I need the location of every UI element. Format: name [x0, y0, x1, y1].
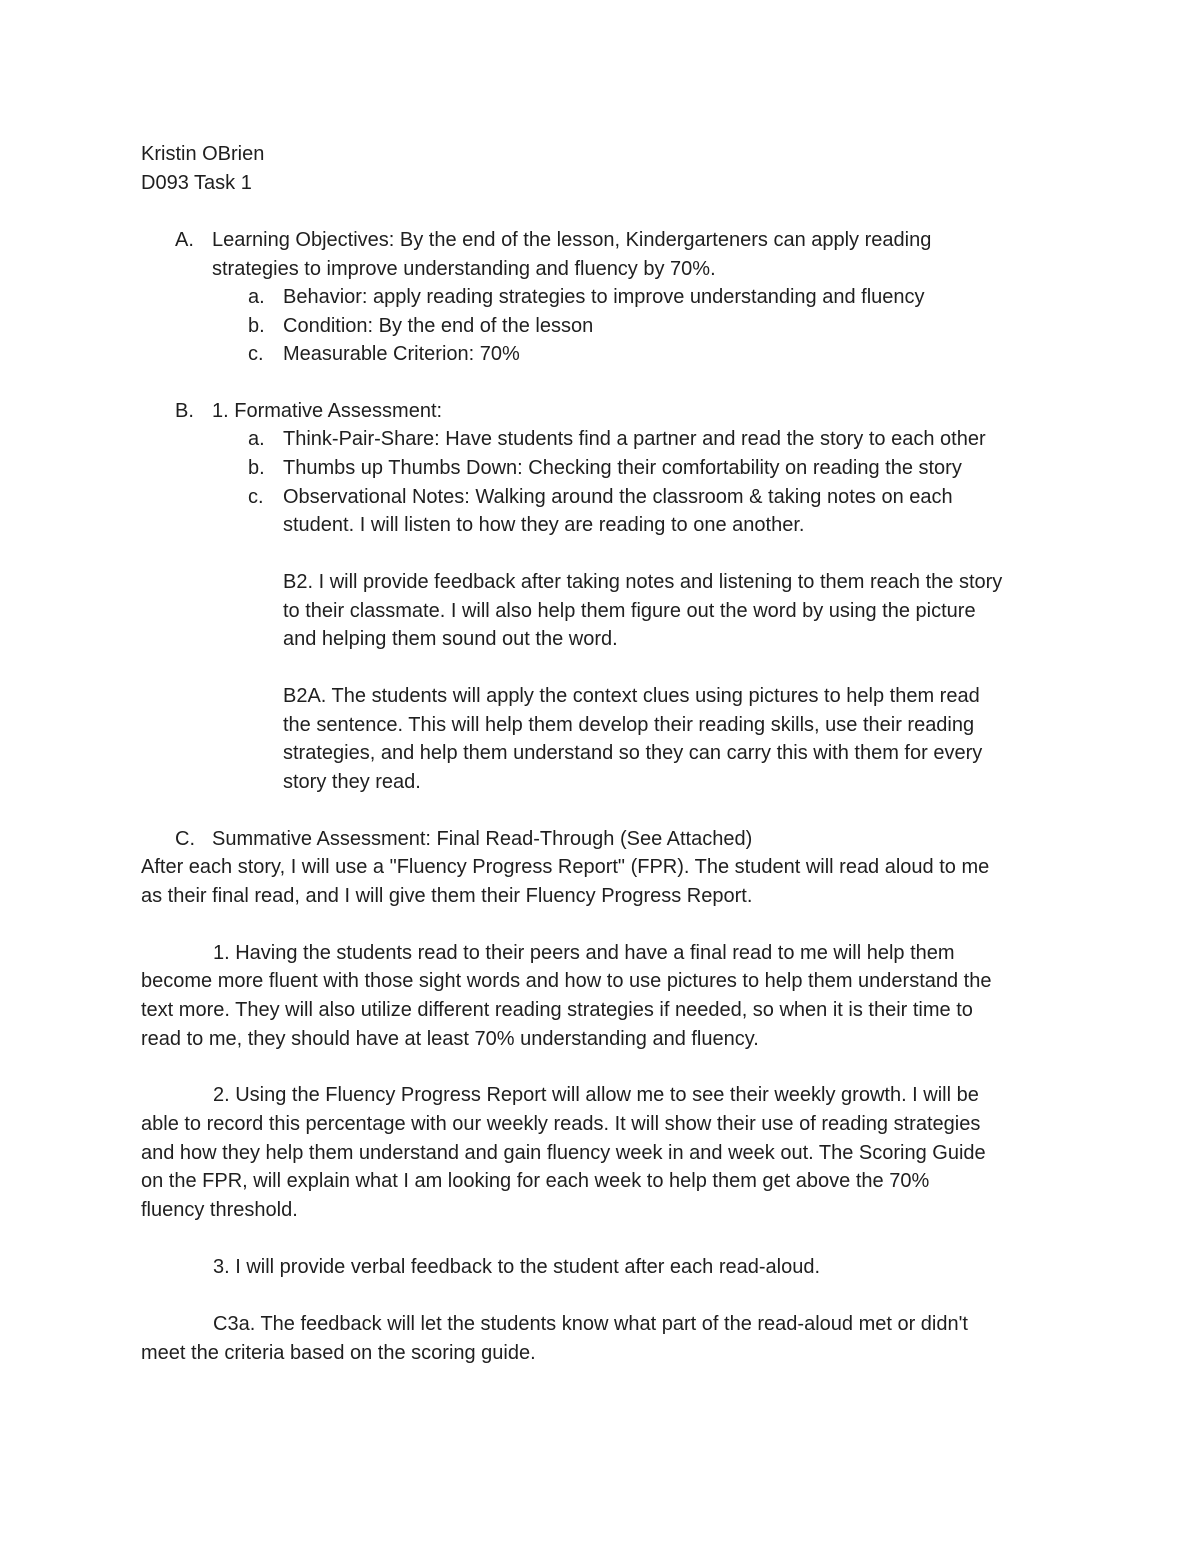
section-c-marker: C. — [175, 828, 195, 850]
c-paragraph-1-line-4: read to me, they should have at least 70% understanding and fluency. — [141, 1028, 759, 1050]
section-a-item-c-marker: c. — [248, 343, 264, 365]
section-b-item-a-text: Think-Pair-Share: Have students find a partner and read the story to each other — [283, 428, 986, 450]
section-c-intro-line-2: as their final read, and I will give them their Fluency Progress Report. — [141, 885, 753, 907]
section-b-item-b-text: Thumbs up Thumbs Down: Checking their comfortability on reading the story — [283, 457, 962, 479]
author-name: Kristin OBrien — [141, 143, 265, 165]
c-paragraph-1-line-1: 1. Having the students read to their peers and have a final read to me will help them — [213, 942, 955, 964]
section-b-marker: B. — [175, 400, 194, 422]
c-paragraph-2-line-3: and how they help them understand and gain fluency week in and week out. The Scoring Guide — [141, 1142, 986, 1164]
c-paragraph-3-line-1: 3. I will provide verbal feedback to the student after each read-aloud. — [213, 1256, 821, 1278]
section-a-item-a-text: Behavior: apply reading strategies to improve understanding and fluency — [283, 286, 925, 308]
b2a-line-1: B2A. The students will apply the context clues using pictures to help them read — [283, 685, 980, 707]
b2-line-2: to their classmate. I will also help them figure out the word by using the picture — [283, 600, 976, 622]
c-paragraph-1-line-3: text more. They will also utilize different reading strategies if needed, so when it is their time to — [141, 999, 973, 1021]
task-title: D093 Task 1 — [141, 172, 252, 194]
b2-line-3: and helping them sound out the word. — [283, 628, 618, 650]
c-paragraph-2-line-1: 2. Using the Fluency Progress Report will allow me to see their weekly growth. I will be — [213, 1084, 979, 1106]
section-a-marker: A. — [175, 229, 194, 251]
c3a-line-2: meet the criteria based on the scoring guide. — [141, 1342, 536, 1364]
c-paragraph-2-line-4: on the FPR, will explain what I am looking for each week to help them get above the 70% — [141, 1170, 930, 1192]
section-a-item-b-marker: b. — [248, 315, 265, 337]
c-paragraph-2-line-5: fluency threshold. — [141, 1199, 298, 1221]
section-b-title: 1. Formative Assessment: — [212, 400, 443, 422]
b2a-line-2: the sentence. This will help them develop their reading skills, use their reading — [283, 714, 975, 736]
section-c-intro-line-1: After each story, I will use a "Fluency Progress Report" (FPR). The student will read aloud to me — [141, 856, 990, 878]
section-b-item-c-line-1: Observational Notes: Walking around the classroom & taking notes on each — [283, 486, 953, 508]
section-a-item-c-text: Measurable Criterion: 70% — [283, 343, 520, 365]
section-b-item-b-marker: b. — [248, 457, 265, 479]
section-b-item-c-line-2: student. I will listen to how they are reading to one another. — [283, 514, 805, 536]
b2a-line-4: story they read. — [283, 771, 421, 793]
c-paragraph-1-line-2: become more fluent with those sight words and how to use pictures to help them understand the — [141, 970, 992, 992]
c-paragraph-2-line-2: able to record this percentage with our weekly reads. It will show their use of reading strategies — [141, 1113, 981, 1135]
section-a-item-a-marker: a. — [248, 286, 265, 308]
section-a-line-2: strategies to improve understanding and fluency by 70%. — [212, 258, 716, 280]
section-a-line-1: Learning Objectives: By the end of the lesson, Kindergarteners can apply reading — [212, 229, 932, 251]
b2-line-1: B2. I will provide feedback after taking notes and listening to them reach the story — [283, 571, 1003, 593]
section-b-item-c-marker: c. — [248, 486, 264, 508]
c3a-line-1: C3a. The feedback will let the students know what part of the read-aloud met or didn't — [213, 1313, 968, 1335]
section-c-title: Summative Assessment: Final Read-Through (See Attached) — [212, 828, 753, 850]
section-b-item-a-marker: a. — [248, 428, 265, 450]
b2a-line-3: strategies, and help them understand so they can carry this with them for every — [283, 742, 983, 764]
section-a-item-b-text: Condition: By the end of the lesson — [283, 315, 594, 337]
